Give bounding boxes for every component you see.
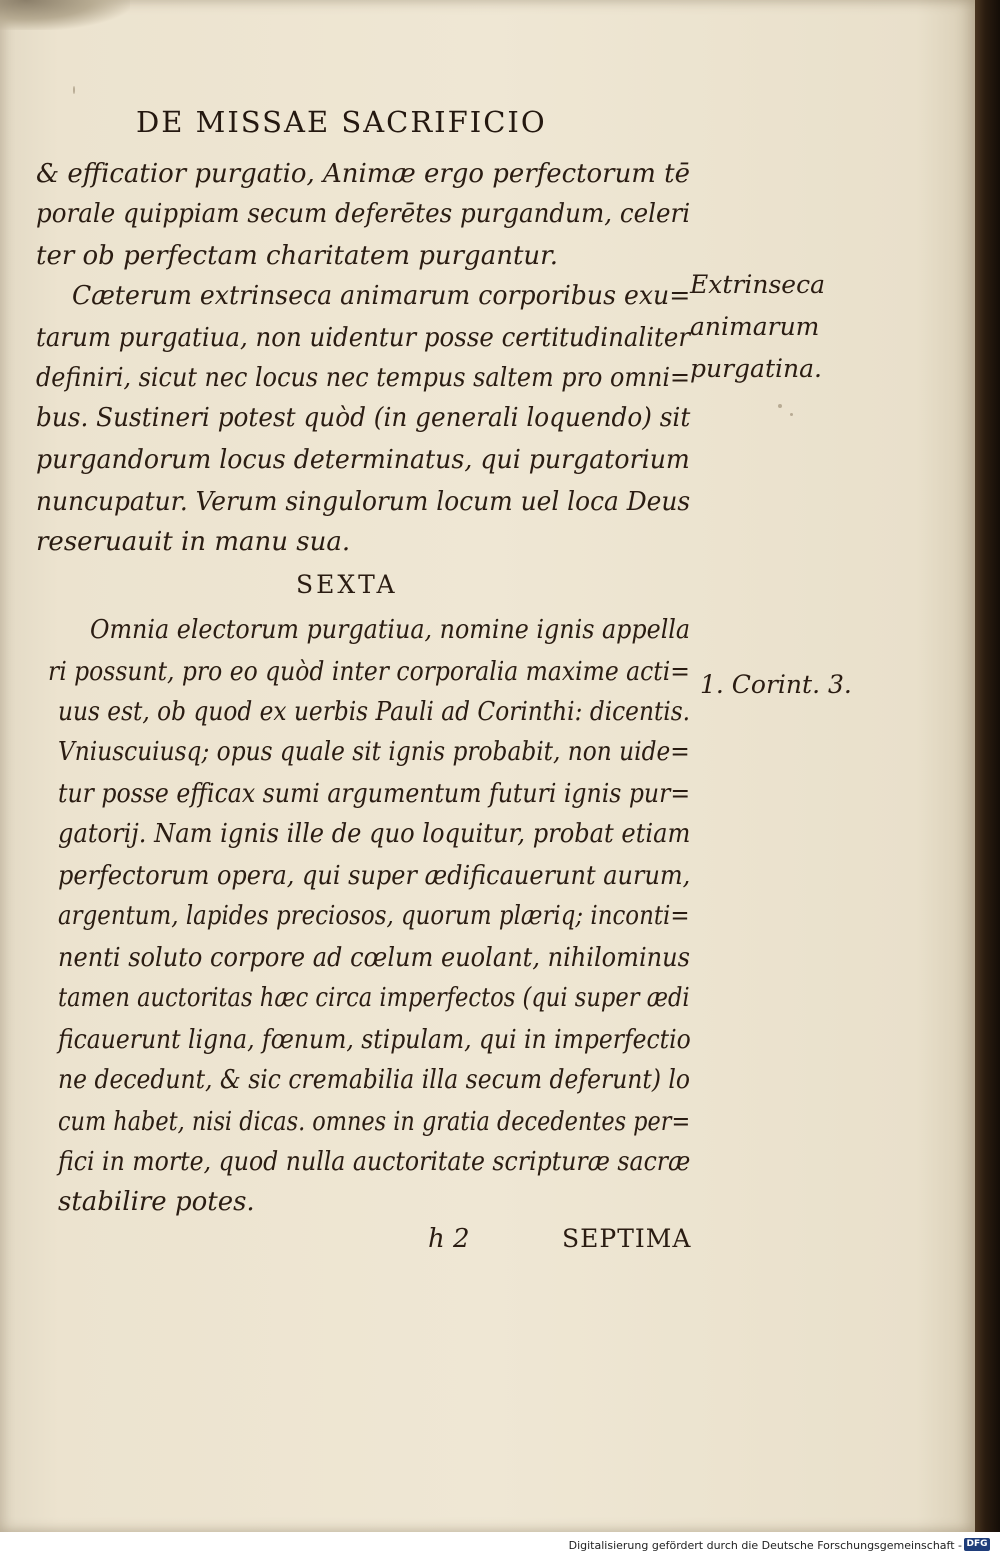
text-line: & efficatior purgatio, Animæ ergo perfectorum tē (36, 159, 690, 189)
margin-note: Extrinseca (690, 270, 825, 299)
text-line: perfectorum opera, qui super ædificauerunt aurum, (58, 861, 691, 891)
text-line: tur posse efficax sumi argumentum futuri ignis pur= (58, 779, 691, 809)
margin-note: purgatina. (690, 354, 822, 383)
ink-speck (790, 413, 793, 416)
text-line: gatorij. Nam ignis ille de quo loquitur, probat etiam (58, 819, 691, 849)
text-line: nenti soluto corpore ad cœlum euolant, nihilominus (58, 943, 690, 973)
text-line: ter ob perfectam charitatem purgantur. (36, 241, 558, 271)
ink-speck (778, 404, 782, 408)
running-title: DE MISSAE SACRIFICIO (136, 105, 547, 139)
text-line: argentum, lapides preciosos, quorum plæriq; inconti= (58, 901, 690, 931)
text-line: bus. Sustineri potest quòd (in generali loquendo) sit (36, 403, 691, 433)
margin-note: 1. Corint. 3. (700, 670, 852, 699)
text-line: fici in morte, quod nulla auctoritate scripturæ sacræ (58, 1147, 691, 1177)
text-line: Omnia electorum purgatiua, nomine ignis appella (90, 615, 691, 645)
ink-speck (73, 86, 75, 94)
margin-note: animarum (690, 312, 820, 341)
text-line: uus est, ob quod ex uerbis Pauli ad Corinthi: dicentis. (58, 697, 691, 727)
text-line: ficauerunt ligna, fœnum, stipulam, qui in imperfectio (58, 1025, 691, 1055)
text-line: purgandorum locus determinatus, qui purgatorium (36, 445, 690, 475)
footer-credit: Digitalisierung gefördert durch die Deutsche Forschungsgemeinschaft - (568, 1539, 962, 1552)
text-line: tarum purgatiua, non uidentur posse certitudinaliter (36, 323, 691, 353)
text-line: Cæterum extrinseca animarum corporibus exu= (72, 281, 691, 311)
text-line: reseruauit in manu sua. (36, 527, 351, 557)
text-line: Vniuscuiusq; opus quale sit ignis probabit, non uide= (58, 737, 690, 767)
text-line: ri possunt, pro eo quòd inter corporalia maxime acti= (48, 657, 690, 687)
signature-mark: h 2 (428, 1224, 470, 1254)
text-line: porale quippiam secum deferētes purgandum, celeri (36, 199, 691, 229)
text-line: definiri, sicut nec locus nec tempus saltem pro omni= (36, 363, 691, 393)
catchword: SEPTIMA (562, 1224, 692, 1253)
text-line: cum habet, nisi dicas. omnes in gratia decedentes per= (58, 1107, 691, 1137)
text-line: nuncupatur. Verum singulorum locum uel loca Deus (36, 487, 691, 517)
section-heading: SEXTA (296, 570, 398, 599)
text-line: stabilire potes. (58, 1187, 255, 1217)
page-stain (0, 0, 130, 30)
dfg-logo-icon: DFG (964, 1538, 990, 1551)
text-line: tamen auctoritas hæc circa imperfectos (qui super ædi (58, 983, 690, 1013)
book-edge-shadow (975, 0, 1000, 1532)
text-line: ne decedunt, & sic cremabilia illa secum deferunt) lo (58, 1065, 691, 1095)
